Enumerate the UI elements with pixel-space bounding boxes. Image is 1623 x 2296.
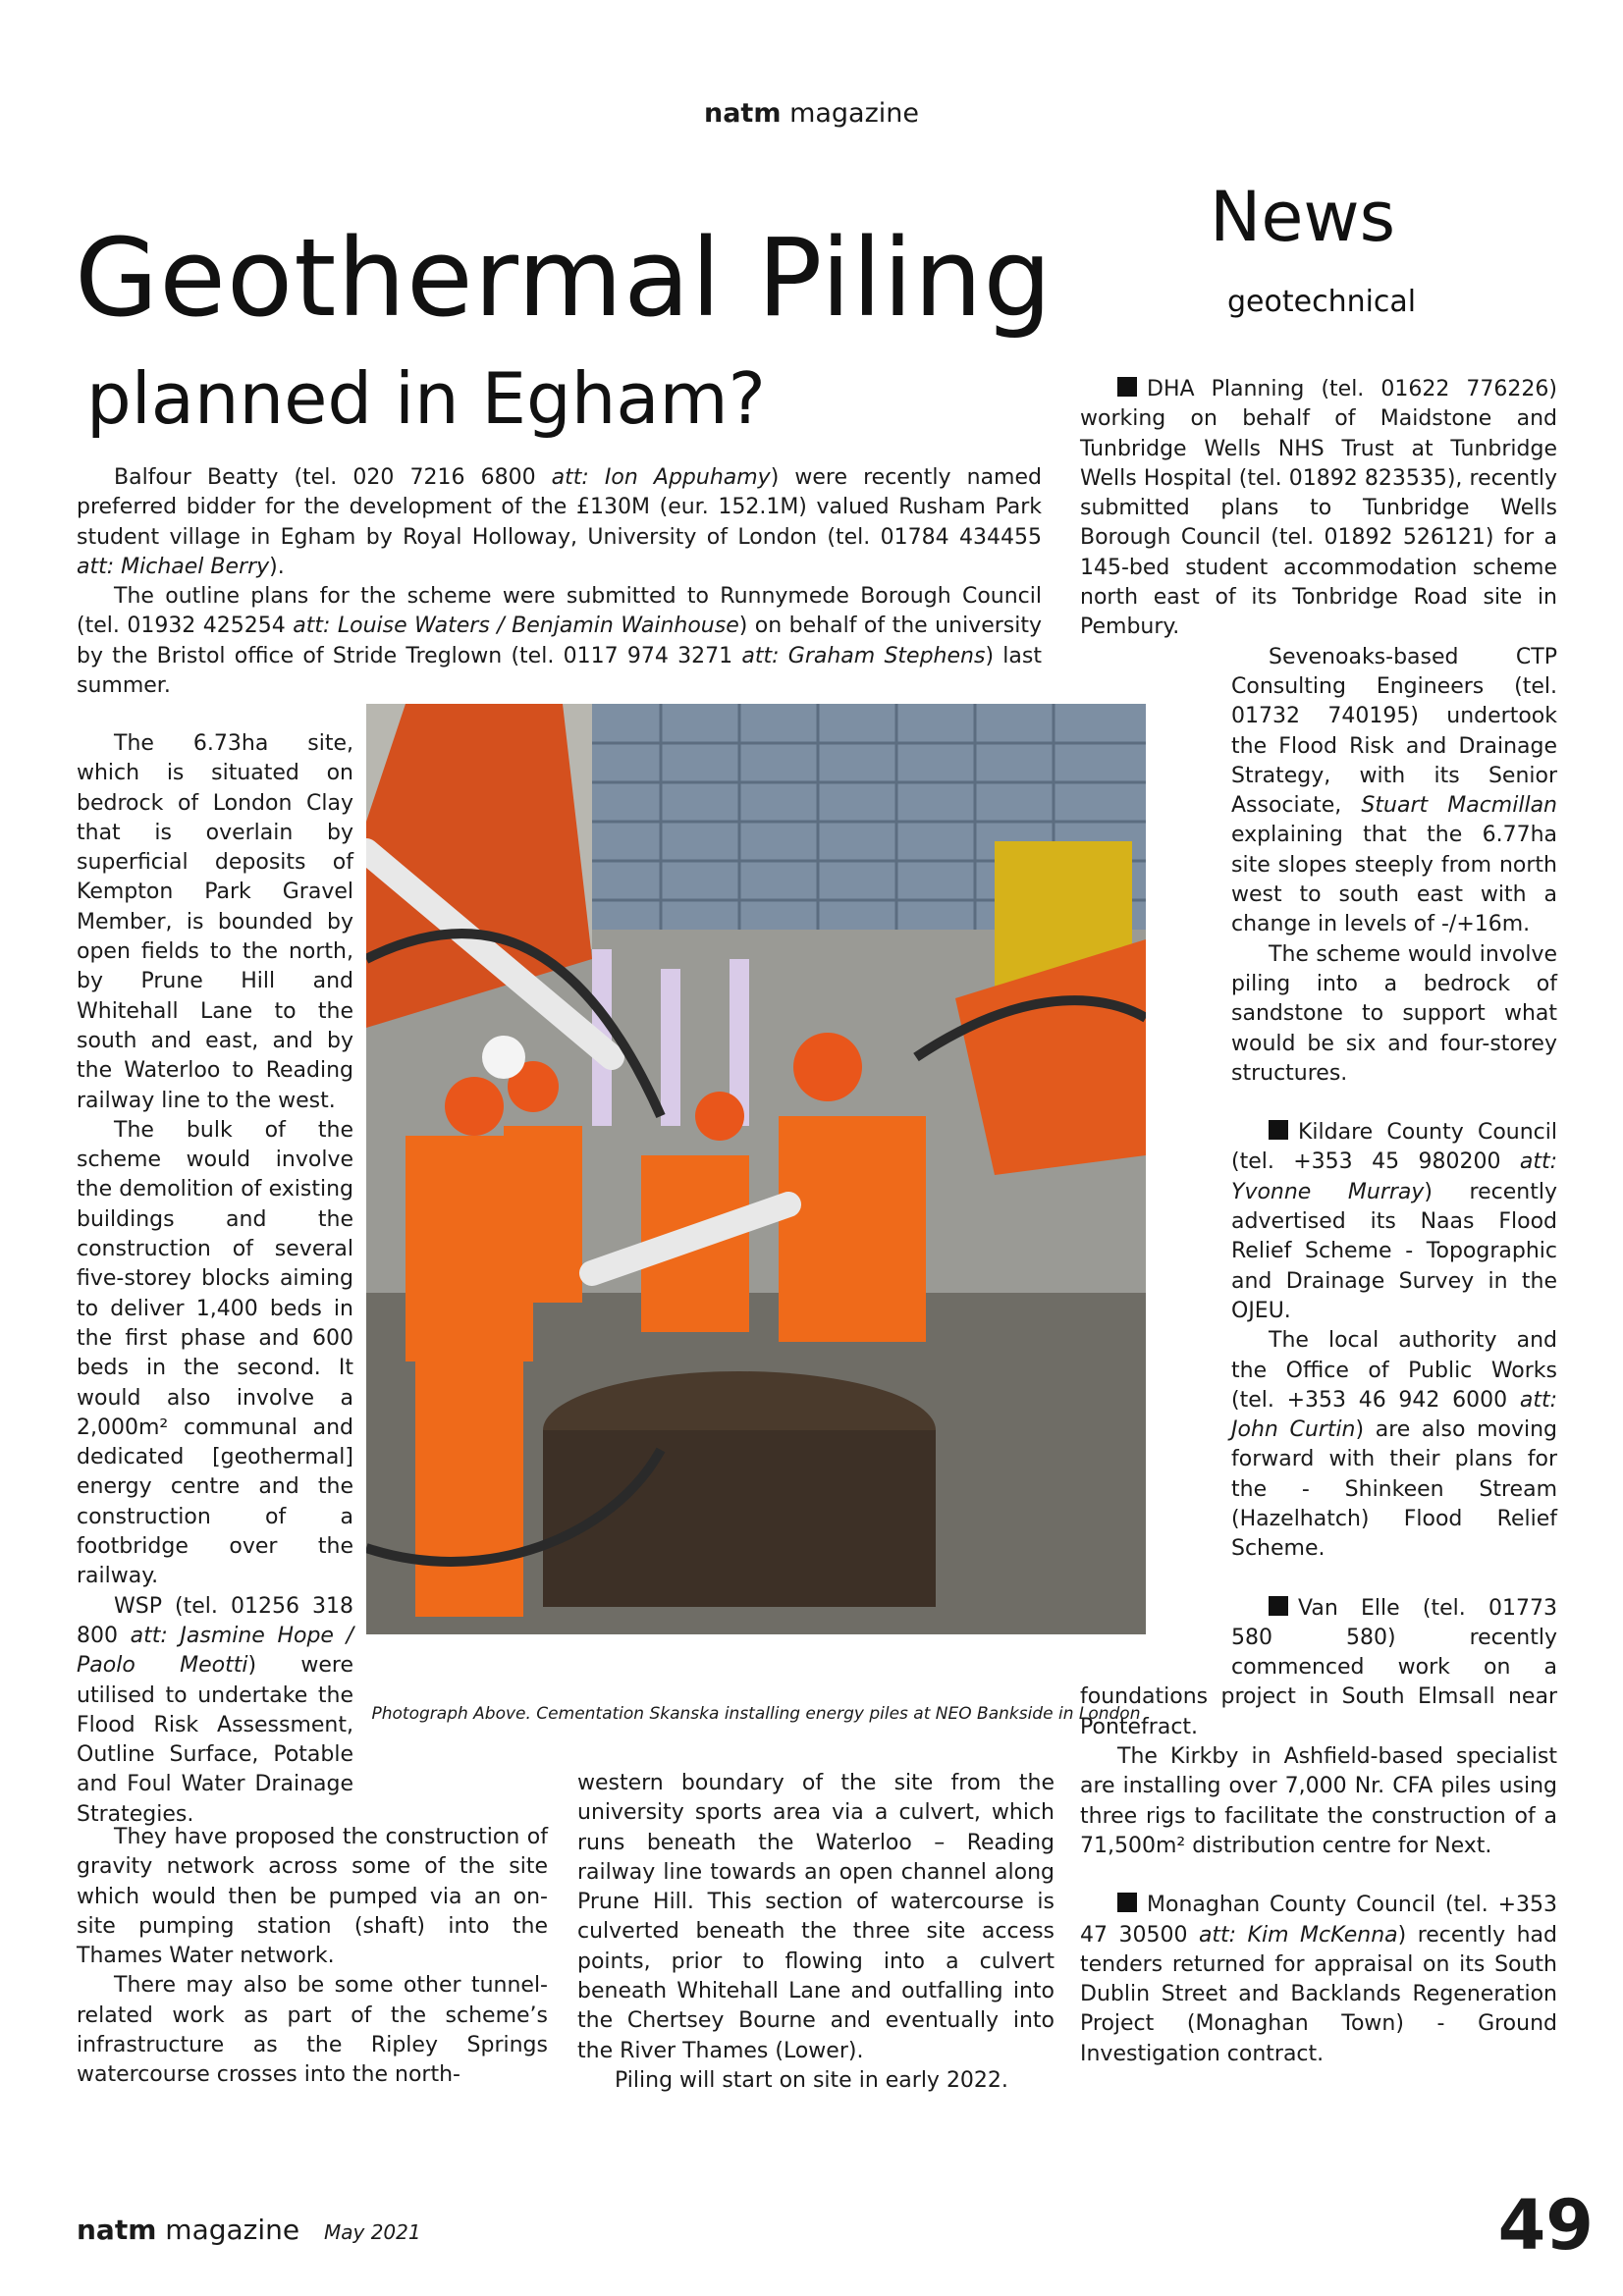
header-brand: natm <box>703 98 782 129</box>
section-label: News <box>1210 177 1396 257</box>
article-title: Geothermal Piling <box>75 215 1054 341</box>
column-1-lower <box>77 1823 548 2091</box>
header-magazine: magazine <box>789 98 919 129</box>
footer-magazine: magazine <box>165 2214 300 2246</box>
para-wsp-start: WSP (tel. 01256 318 800 att: Jasmine Hope / Paolo Meotti) were utilised to undertake the Flood Risk Assessment, Outline Surface, Potable and Foul Water Drainage Strategies. <box>77 1593 354 1827</box>
item-vanelle: Van Elle (tel. 01773 580 580) recently commenced work on a foundations project in South Elmsall near Pontefract. <box>1080 1595 1557 1739</box>
intro-text <box>77 463 1042 701</box>
para-bulk: The bulk of the scheme would involve the demolition of existing buildings and the construction of several five-storey blocks aiming to deliver 1,400 beds in the first phase and 600 beds in the second. It would also involve a 2,000m² communal and dedicated [geothermal] energy centre and the construction of a footbridge over the railway. <box>77 1117 353 1589</box>
item-ctp: Sevenoaks-based CTP Consulting Engineers (tel. 01732 740195) undertook the Flood Risk and Drainage Strategy, with its Senior Associate, Stuart Macmillan explaining that the 6.77ha site slopes steeply from north west to south east with a change in levels of -/+16m. <box>1231 644 1557 937</box>
issue-date: May 2021 <box>324 2220 421 2244</box>
item-scheme: The scheme would involve piling into a bedrock of sandstone to support what would be six and four-storey structures. <box>1231 941 1557 1086</box>
construction-photo <box>366 704 1146 1634</box>
para-site: The 6.73ha site, which is situated on bedrock of London Clay that is overlain by superficial deposits of Kempton Park Gravel Member, is bounded by open fields to the north, by Prune Hill and Whitehall Lane to the south and east, and by the Waterloo to Reading railway line to the west. <box>77 731 353 1113</box>
column-2 <box>577 1769 1055 2096</box>
para-piling-start: Piling will start on site in early 2022. <box>615 2067 1008 2093</box>
item-kirkby: The Kirkby in Ashfield-based specialist are installing over 7,000 Nr. CFA piles using three rigs to facilitate the construction of a 71,500m² distribution centre for Next. <box>1080 1744 1557 1858</box>
page-number: 49 <box>1497 2185 1594 2266</box>
column-1-narrow <box>77 729 353 1830</box>
para-gravity: They have proposed the construction of gravity network across some of the site which would then be pumped via an on-site pumping station (shaft) into the Thames Water network. <box>77 1825 548 1969</box>
text-wrap-spacer <box>1080 643 1231 1674</box>
item-opw: The local authority and the Office of Public Works (tel. +353 46 942 6000 att: John Curtin) are also moving forward with their plans for the - Shinkeen Stream (Hazelhatch) Flood Relief Scheme. <box>1231 1328 1557 1562</box>
bullet-square-icon <box>1269 1596 1288 1616</box>
bullet-square-icon <box>1269 1120 1288 1140</box>
footer-brand: natm <box>77 2214 157 2246</box>
photo-caption: Photograph Above. Cementation Skanska installing energy piles at NEO Bankside in London <box>371 1704 1141 1724</box>
section-sublabel: geotechnical <box>1227 285 1417 319</box>
bullet-square-icon <box>1117 1893 1137 1912</box>
para-watercourse: western boundary of the site from the university sports area via a culvert, which runs beneath the Waterloo – Reading railway line towards an open channel along Prune Hill. This section of watercourse is culverted beneath the three site access points, prior to flowing into a culvert beneath Whitehall Lane and outfalling into the Chertsey Bourne and eventually into the River Thames (Lower). <box>577 1771 1055 2063</box>
running-header <box>0 98 1623 129</box>
footer-brand-block <box>77 2214 299 2246</box>
article-subtitle: planned in Egham? <box>86 357 766 440</box>
column-3 <box>1080 375 1557 2069</box>
item-monaghan: Monaghan County Council (tel. +353 47 30500 att: Kim McKenna) recently had tenders returned for appraisal on its South Dublin Street and Backlands Regeneration Project (Monaghan Town) - Ground Investigation contract. <box>1080 1893 1557 2066</box>
para-tunnel: There may also be some other tunnel-related work as part of the scheme’s infrastructure as the Ripley Springs watercourse crosses into the north- <box>77 1973 548 2088</box>
item-dha: DHA Planning (tel. 01622 776226) working on behalf of Maidstone and Tunbridge Wells NHS Trust at Tunbridge Wells Hospital (tel. 01892 823535), recently submitted plans to Tunbridge Wells Borough Council (tel. 01892 526121) for a 145-bed student accommodation scheme north east of its Tonbridge Road site in Pembury. <box>1080 377 1557 640</box>
intro-para-1: Balfour Beatty (tel. 020 7216 6800 att: Ion Appuhamy) were recently named preferred bidder for the development of the £130M (eur. 152.1M) valued Rusham Park student village in Egham by Royal Holloway, University of London (tel. 01784 434455 att: Michael Berry). <box>77 465 1042 579</box>
photo-illustration <box>366 704 1146 1634</box>
bullet-square-icon <box>1117 377 1137 397</box>
intro-para-2: The outline plans for the scheme were submitted to Runnymede Borough Council (tel. 01932 425254 att: Louise Waters / Benjamin Wainhouse) on behalf of the university by the Bristol office of Stride Treglown (tel. 0117 974 3271 att: Graham Stephens) last summer. <box>77 584 1043 699</box>
item-kildare: Kildare County Council (tel. +353 45 980200 att: Yvonne Murray) recently advertised its Naas Flood Relief Scheme - Topographic and Drainage Survey in the OJEU. <box>1231 1120 1557 1323</box>
